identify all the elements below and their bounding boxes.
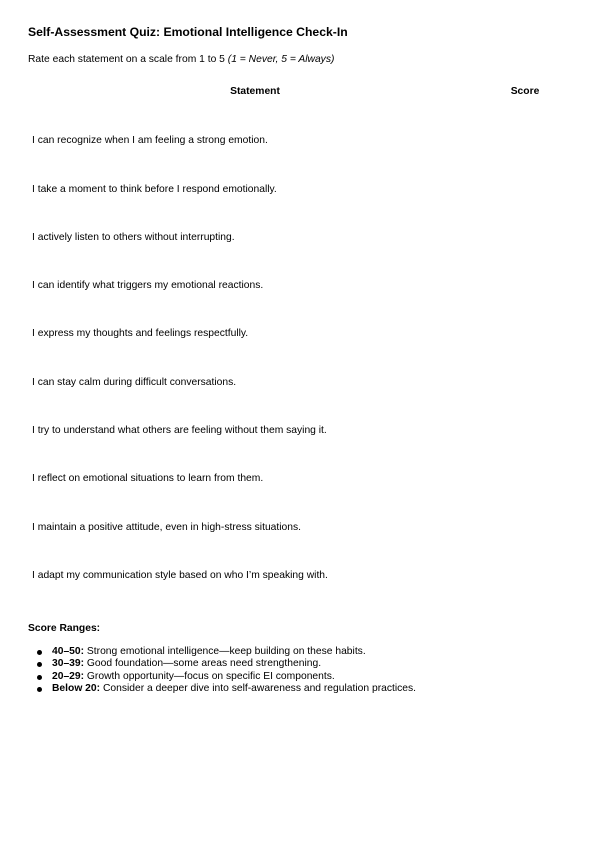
statement-cell: I can identify what triggers my emotional reactions. <box>32 280 264 292</box>
table-row <box>28 201 568 249</box>
header-statement: Statement <box>230 85 280 97</box>
bullet-icon <box>37 650 42 655</box>
list-item <box>28 646 416 658</box>
statement-cell: I try to understand what others are feeling without them saying it. <box>32 425 327 437</box>
bullet-icon <box>37 662 42 667</box>
range-label: 20–29: <box>52 670 85 682</box>
bullet-icon <box>37 675 42 680</box>
range-label: 40–50: <box>52 646 85 657</box>
statement-cell: I take a moment to think before I respond emotionally. <box>32 183 277 195</box>
score-cell[interactable] <box>482 297 568 345</box>
table-row <box>28 490 568 538</box>
table-row <box>28 104 568 152</box>
range-label: Below 20: <box>52 682 101 694</box>
table-row <box>28 249 568 297</box>
statement-cell: I adapt my communication style based on who I’m speaking with. <box>32 569 328 581</box>
range-label: 30–39: <box>52 658 85 670</box>
score-ranges-heading: Score Ranges: <box>28 623 101 634</box>
score-cell[interactable] <box>482 345 568 393</box>
score-cell[interactable] <box>482 152 568 200</box>
statement-cell: I reflect on emotional situations to learn from them. <box>32 473 264 485</box>
list-item <box>28 671 416 683</box>
range-description: Consider a deeper dive into self-awareness and regulation practices. <box>100 682 417 694</box>
statement-cell: I maintain a positive attitude, even in high-stress situations. <box>32 521 302 533</box>
list-item <box>28 683 416 695</box>
bullet-icon <box>37 687 42 692</box>
quiz-table <box>28 78 568 587</box>
table-row <box>28 345 568 393</box>
score-cell[interactable] <box>482 201 568 249</box>
score-cell[interactable] <box>482 104 568 152</box>
statement-cell: I can stay calm during difficult conversations. <box>32 376 237 388</box>
table-row <box>28 394 568 442</box>
score-cell[interactable] <box>482 394 568 442</box>
document-title: Self-Assessment Quiz: Emotional Intelligence Check-In <box>28 25 348 39</box>
instructions-scale-note: (1 = Never, 5 = Always) <box>227 54 335 65</box>
statement-cell: I can recognize when I am feeling a strong emotion. <box>32 135 268 147</box>
statement-cell: I actively listen to others without interrupting. <box>32 231 235 243</box>
range-description: Strong emotional intelligence—keep building on these habits. <box>84 646 366 657</box>
table-row <box>28 297 568 345</box>
header-score: Score <box>510 85 540 97</box>
instructions-text: Rate each statement on a scale from 1 to 5 <box>28 54 228 65</box>
score-ranges-list <box>28 646 416 695</box>
score-cell[interactable] <box>482 490 568 538</box>
range-description: Growth opportunity—focus on specific EI components. <box>84 670 335 682</box>
score-cell[interactable] <box>482 442 568 490</box>
range-description: Good foundation—some areas need strengthening. <box>84 658 322 670</box>
score-cell[interactable] <box>482 249 568 297</box>
list-item <box>28 658 416 670</box>
score-cell[interactable] <box>482 539 568 587</box>
statement-cell: I express my thoughts and feelings respectfully. <box>32 328 249 340</box>
instructions <box>28 54 334 65</box>
table-row <box>28 539 568 587</box>
table-header-row <box>28 78 568 104</box>
table-row <box>28 442 568 490</box>
table-row <box>28 152 568 200</box>
